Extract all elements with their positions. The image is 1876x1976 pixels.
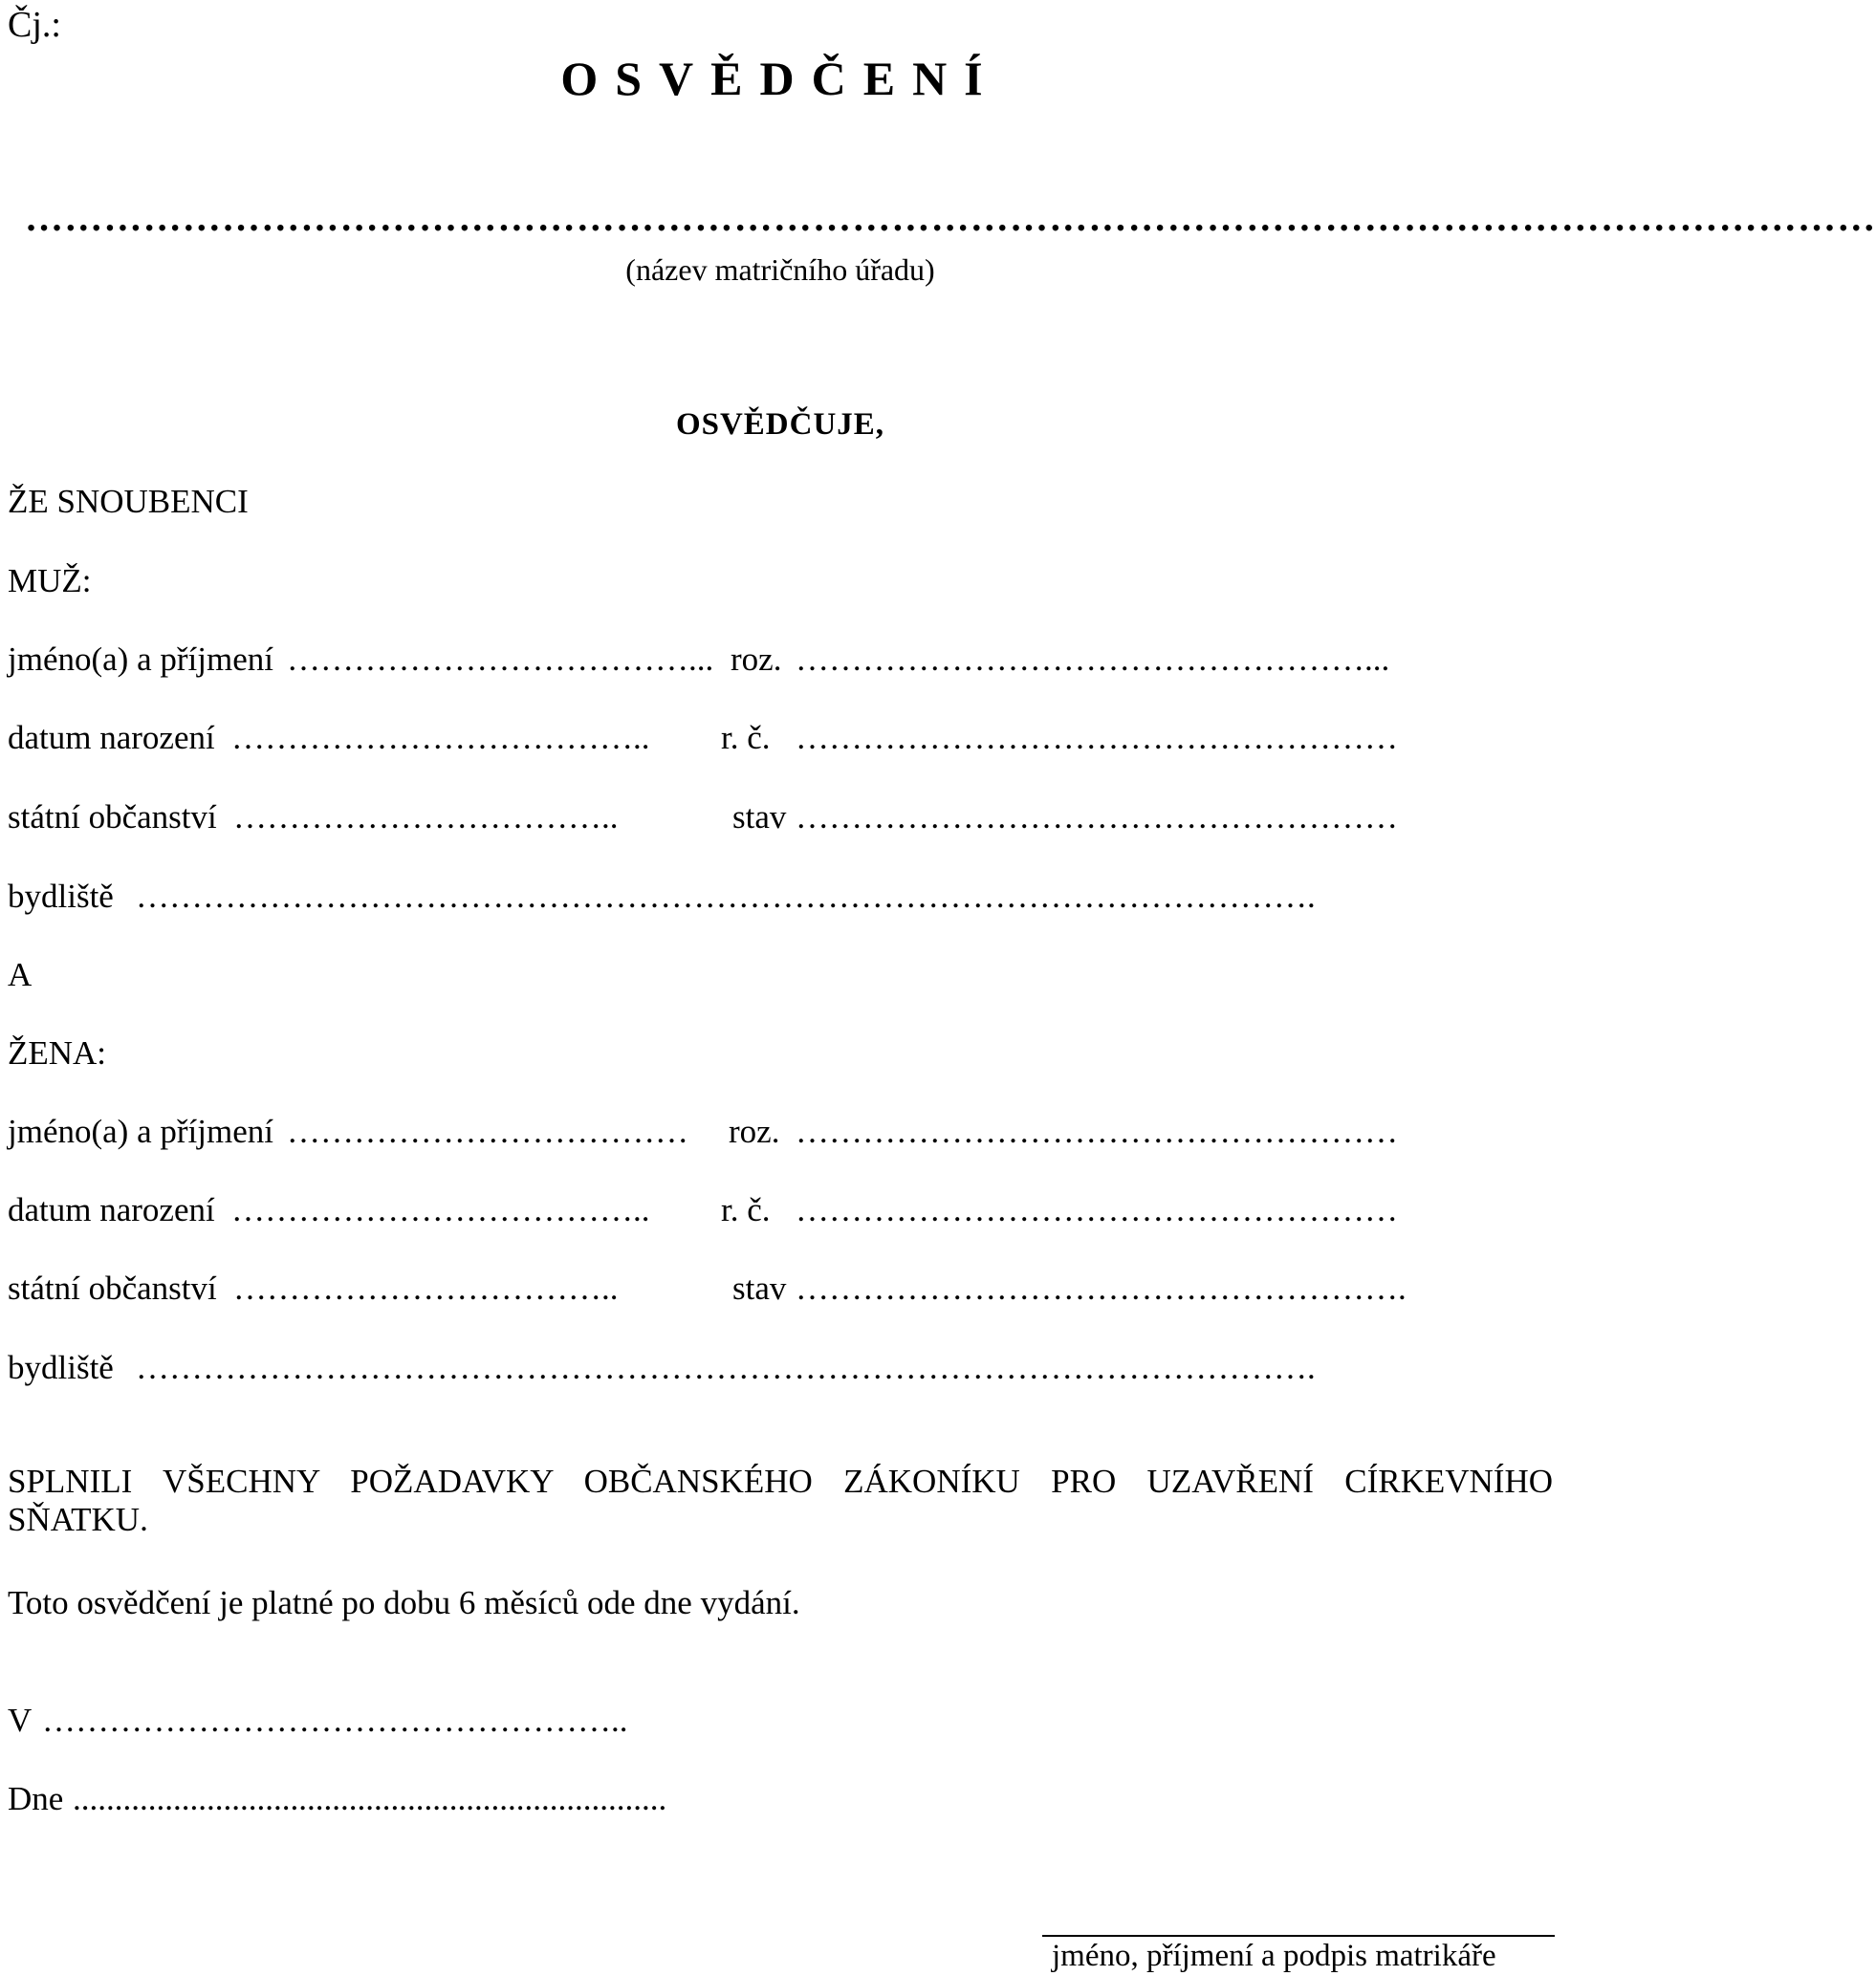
place-label: V	[8, 1702, 33, 1739]
validity-note: Toto osvědčení je platné po dobu 6 měsíců ode dne vydání.	[8, 1584, 800, 1621]
groom-name-field[interactable]: ………………………………...	[287, 641, 714, 678]
bride-name-label: jméno(a) a příjmení	[8, 1113, 273, 1150]
date-field[interactable]: .......................................................................	[73, 1780, 667, 1817]
groom-residence-label: bydliště	[8, 878, 114, 915]
bride-citizenship-field[interactable]: ……………………………..	[233, 1270, 619, 1307]
bride-marital-status-field[interactable]: ……………………………………………….	[796, 1270, 1407, 1307]
groom-citizenship-label: státní občanství	[8, 798, 217, 836]
bride-residence-field[interactable]: …………………………………………………………………………………………….	[136, 1349, 1316, 1386]
bride-marital-status-label: stav	[732, 1270, 787, 1307]
bride-dob-field[interactable]: ………………………………..	[231, 1191, 650, 1228]
bride-residence-label: bydliště	[8, 1349, 114, 1386]
groom-marital-status-label: stav	[732, 798, 787, 836]
groom-dob-field[interactable]: ………………………………..	[231, 719, 650, 756]
groom-birth-number-label: r. č.	[721, 719, 771, 756]
groom-heading: MUŽ:	[8, 562, 92, 599]
groom-citizenship-field[interactable]: ……………………………..	[233, 798, 619, 836]
conjunction-text: A	[8, 956, 33, 993]
groom-born-label: roz.	[731, 641, 782, 678]
groom-marital-status-field[interactable]: ………………………………………………	[796, 798, 1398, 836]
registry-office-name-field[interactable]: ……………………………………………………………………………………………………………………………	[25, 196, 1876, 239]
bride-dob-label: datum narození	[8, 1191, 215, 1228]
signature-caption: jméno, příjmení a podpis matrikáře	[1052, 1939, 1496, 1973]
groom-name-label: jméno(a) a příjmení	[8, 641, 273, 678]
bride-birth-number-label: r. č.	[721, 1191, 771, 1228]
groom-dob-label: datum narození	[8, 719, 215, 756]
date-label: Dne	[8, 1780, 64, 1817]
bride-citizenship-label: státní občanství	[8, 1270, 217, 1307]
document-title: OSVĚDČENÍ	[560, 52, 1000, 105]
certifies-heading: OSVĚDČUJE,	[675, 407, 885, 442]
groom-residence-field[interactable]: …………………………………………………………………………………………….	[136, 878, 1316, 915]
requirements-statement: SPLNILI VŠECHNY POŽADAVKY OBČANSKÉHO ZÁKONÍKU PRO UZAVŘENÍ CÍRKEVNÍHO SŇATKU.	[8, 1463, 1553, 1538]
groom-born-field[interactable]: ……………………………………………...	[796, 641, 1390, 678]
bride-name-field[interactable]: ………………………………	[287, 1113, 688, 1150]
bride-born-field[interactable]: ………………………………………………	[796, 1113, 1398, 1150]
bride-heading: ŽENA:	[8, 1034, 107, 1072]
registry-office-caption: (název matričního úřadu)	[625, 252, 935, 287]
bride-birth-number-field[interactable]: ………………………………………………	[796, 1191, 1398, 1228]
bride-born-label: roz.	[729, 1113, 780, 1150]
groom-birth-number-field[interactable]: ………………………………………………	[796, 719, 1398, 756]
place-field[interactable]: ……………………………………………..	[42, 1702, 628, 1739]
intro-text: ŽE SNOUBENCI	[8, 483, 249, 520]
reference-number-label: Čj.:	[8, 5, 61, 45]
